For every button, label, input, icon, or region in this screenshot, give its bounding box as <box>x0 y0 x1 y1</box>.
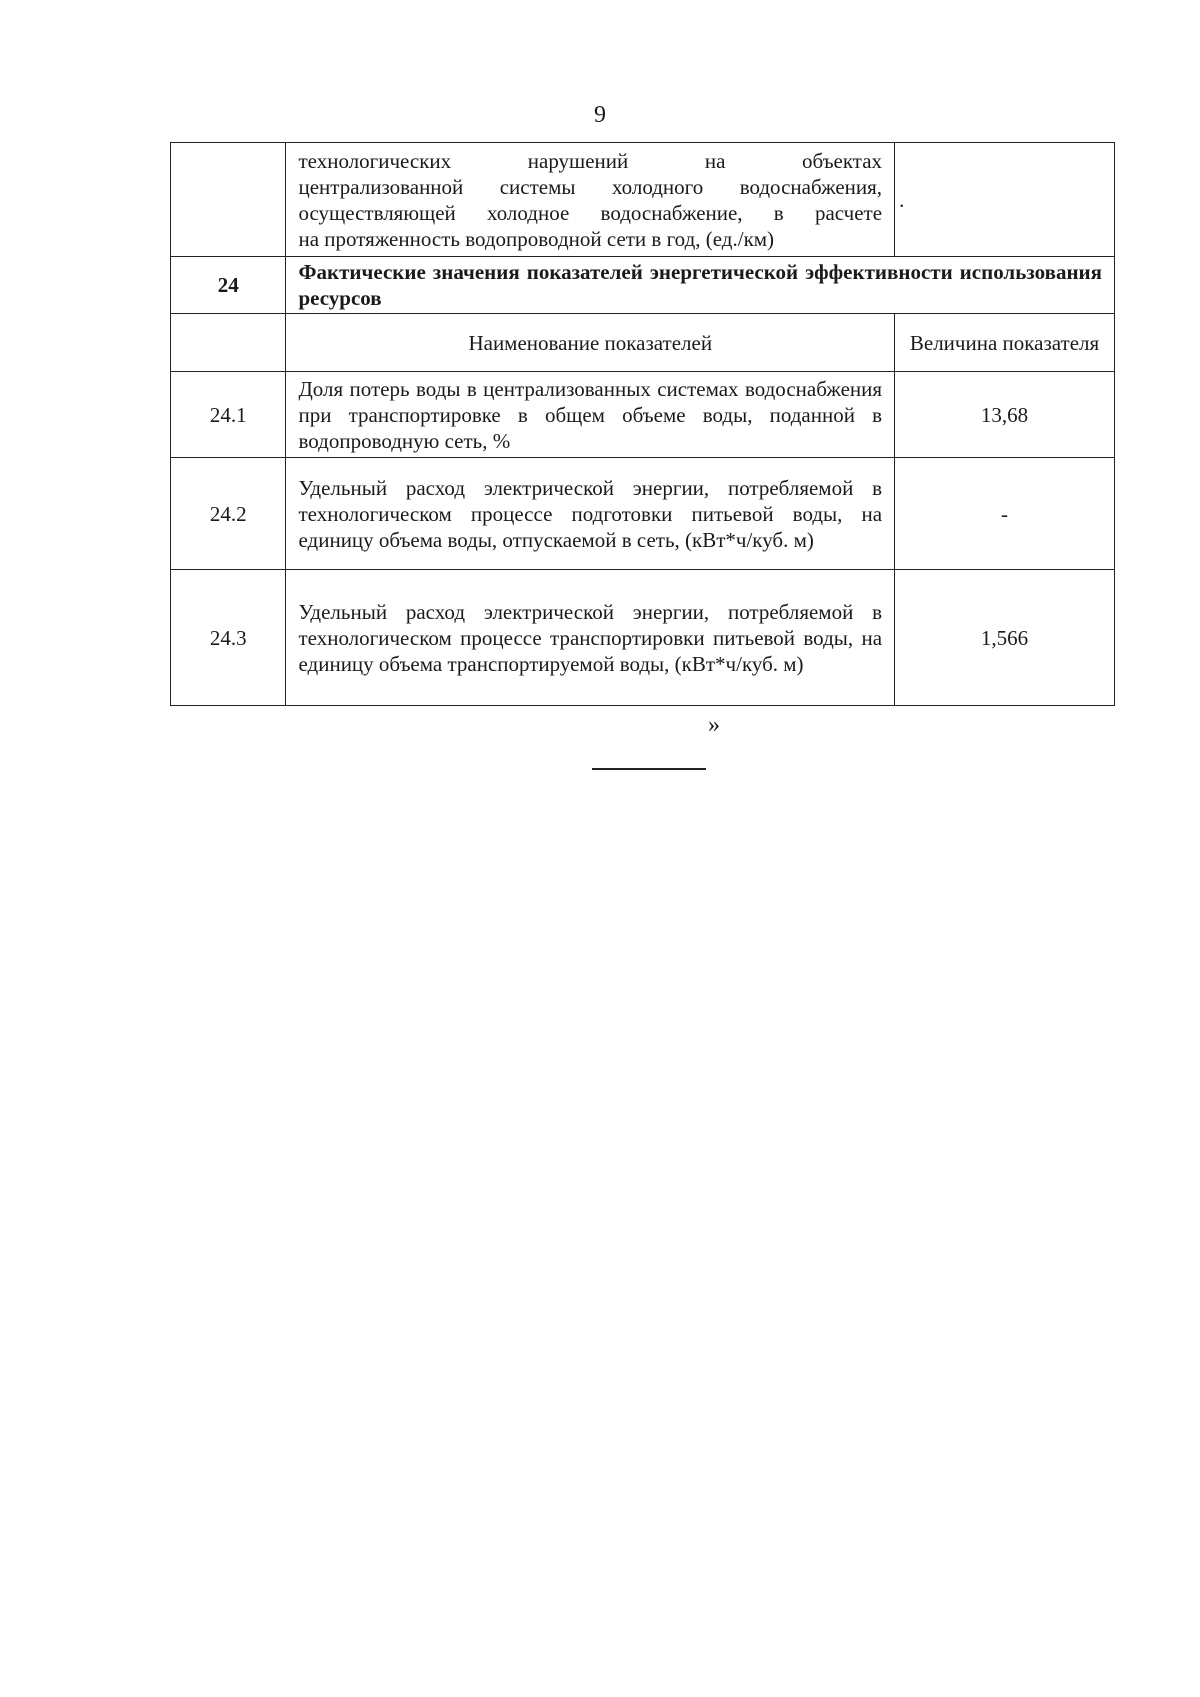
continuation-row <box>171 143 1115 257</box>
continuation-line: осуществляющей холодное водоснабжение, в расчете <box>298 200 883 225</box>
row-value: 13,68 <box>895 372 1115 458</box>
section-title: Фактические значения показателей энергетической эффективности использования ресурсов <box>286 257 1115 314</box>
continuation-num-cell <box>171 143 286 257</box>
table-row <box>171 372 1115 458</box>
row-description: Удельный расход электрической энергии, потребляемой в технологическом процессе подготовки питьевой воды, на единицу объема воды, отпускаемой в сеть, (кВт*ч/куб. м) <box>286 458 895 570</box>
continuation-value-cell: . <box>895 143 1115 257</box>
page-number: 9 <box>594 102 606 128</box>
row-number: 24.3 <box>171 570 286 706</box>
continuation-line: централизованной системы холодного водоснабжения, <box>298 174 883 199</box>
section-row <box>171 257 1115 314</box>
end-rule <box>592 768 706 770</box>
continuation-line: на протяженность водопроводной сети в год, (ед./км) <box>298 226 775 251</box>
indicators-table <box>170 142 1115 706</box>
section-number: 24 <box>171 257 286 314</box>
row-number: 24.2 <box>171 458 286 570</box>
row-value: 1,566 <box>895 570 1115 706</box>
row-value: - <box>895 458 1115 570</box>
table-row <box>171 570 1115 706</box>
header-value: Величина показателя <box>895 314 1115 372</box>
row-description: Удельный расход электрической энергии, потребляемой в технологическом процессе транспортировки питьевой воды, на единицу объема транспортируемой воды, (кВт*ч/куб. м) <box>286 570 895 706</box>
continuation-desc-cell <box>286 143 895 257</box>
table-row <box>171 458 1115 570</box>
continuation-line: технологических нарушений на объектах <box>298 148 883 173</box>
header-num-cell <box>171 314 286 372</box>
closing-quote: » <box>708 712 720 738</box>
header-name: Наименование показателей <box>286 314 895 372</box>
row-description: Доля потерь воды в централизованных системах водоснабжения при транспортировке в общем объеме воды, поданной в водопроводную сеть, % <box>286 372 895 458</box>
row-number: 24.1 <box>171 372 286 458</box>
header-row <box>171 314 1115 372</box>
